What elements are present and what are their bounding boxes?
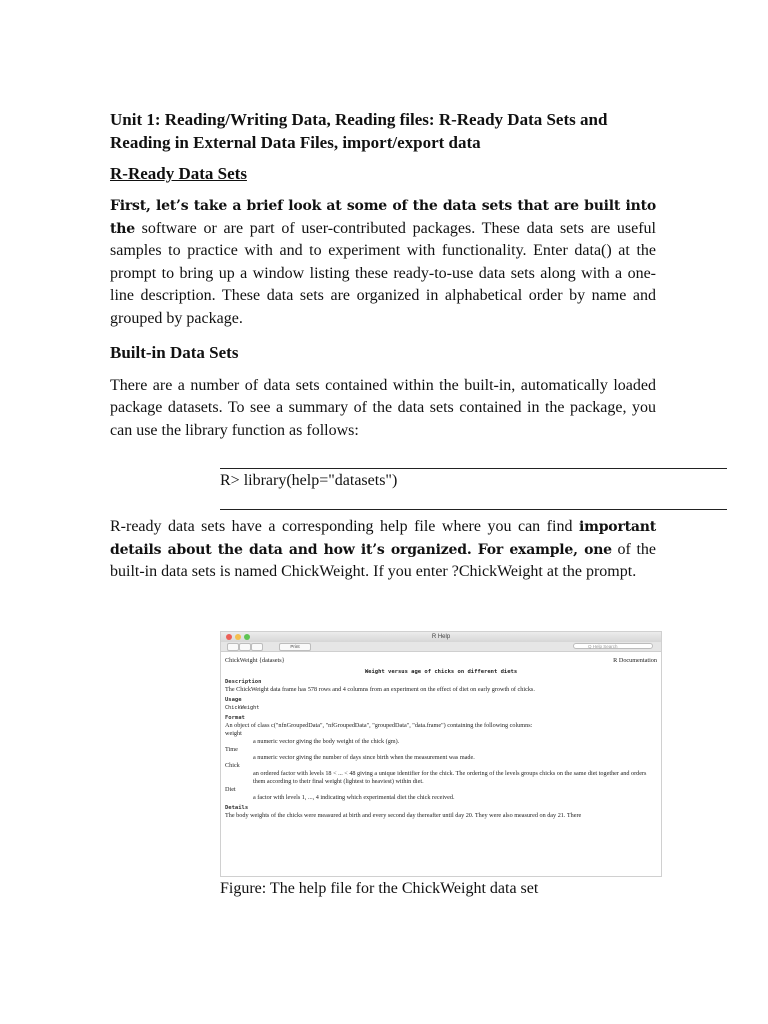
help-topic: ChickWeight {datasets} <box>225 657 285 664</box>
help-doc-label: R Documentation <box>613 657 657 664</box>
help-section-usage: Usage <box>225 697 242 703</box>
help-column-chick-desc: an ordered factor with levels 18 < ... < 48 giving a unique identifier for the chick. The ordering of the levels groups chicks on the same diet together and orders them according to their final weight (lightest to heaviest) within diet. <box>253 770 647 785</box>
help-column-time: Time <box>225 746 238 753</box>
paragraph-end: of the built-in data sets is named ChickWeight. If you enter ?ChickWeight at the prompt. <box>110 540 657 581</box>
help-column-weight-desc: a numeric vector giving the body weight of the chick (gm). <box>253 738 400 745</box>
help-column-diet-desc: a factor with levels 1, ..., 4 indicating which experimental diet the chick received. <box>253 794 455 801</box>
help-window-screenshot <box>220 631 662 877</box>
help-page-title: Weight versus age of chicks on different diets <box>364 669 518 675</box>
paragraph-bold: important details about the data and how it’s organized. For example, one <box>110 519 657 558</box>
paragraph-body: software or are part of user-contributed packages. These data sets are useful samples to practice with and to experiment with functionality. Enter data() at the prompt to bring up a window listing these ready-to-use data sets along with a one-line description. These data sets are organized in alphabetical order by name and grouped by package. <box>110 219 656 327</box>
heading-r-ready-data-sets: R-Ready Data Sets <box>110 164 247 183</box>
help-description-text: The ChickWeight data frame has 578 rows and 4 columns from an experiment on the effect of diet on early growth of chicks. <box>225 686 535 693</box>
help-column-diet: Diet <box>225 786 236 793</box>
help-search-field: Q Help Search <box>573 643 653 649</box>
paragraph-built-in: There are a number of data sets contained within the built-in, automatically loaded package datasets. To see a summary of the data sets contained in the package, you can use the library function as follows: <box>110 376 656 439</box>
paragraph-r-ready <box>110 195 656 331</box>
figure-caption: Figure: The help file for the ChickWeight data set <box>220 880 539 897</box>
unit-title: Unit 1: Reading/Writing Data, Reading files: R-Ready Data Sets and Reading in External Data Files, import/export data <box>110 110 608 152</box>
help-column-time-desc: a numeric vector giving the number of days since birth when the measurement was made. <box>253 754 475 761</box>
home-icon <box>251 643 263 651</box>
window-toolbar <box>221 642 661 652</box>
help-format-text: An object of class c("nfnGroupedData", "nfGroupedData", "groupedData", "data.frame") containing the following columns: <box>225 722 533 729</box>
help-column-weight: weight <box>225 730 242 737</box>
print-button: Print <box>279 643 311 651</box>
help-column-chick: Chick <box>225 762 240 769</box>
back-arrow-icon <box>227 643 239 651</box>
help-details-text: The body weights of the chicks were measured at birth and every second day thereafter until day 20. They were also measured on day 21. There <box>225 812 582 819</box>
paragraph-help-file <box>110 516 656 584</box>
paragraph-start: R-ready data sets have a corresponding help file where you can find <box>110 518 573 535</box>
help-section-description: Description <box>225 679 262 685</box>
window-title: R Help <box>431 634 451 640</box>
help-section-format: Format <box>225 715 245 721</box>
help-usage-text: ChickWeight <box>225 705 260 711</box>
paragraph-lead: First, let’s take a brief look at some of the data sets that are built into the <box>110 198 656 237</box>
help-content <box>221 652 661 820</box>
code-line: R> library(help="datasets") <box>220 472 398 489</box>
code-block <box>220 468 727 510</box>
forward-arrow-icon <box>239 643 251 651</box>
help-section-details: Details <box>225 805 249 811</box>
document-body <box>110 108 656 442</box>
window-titlebar <box>221 632 661 642</box>
heading-built-in-data-sets: Built-in Data Sets <box>110 342 239 362</box>
